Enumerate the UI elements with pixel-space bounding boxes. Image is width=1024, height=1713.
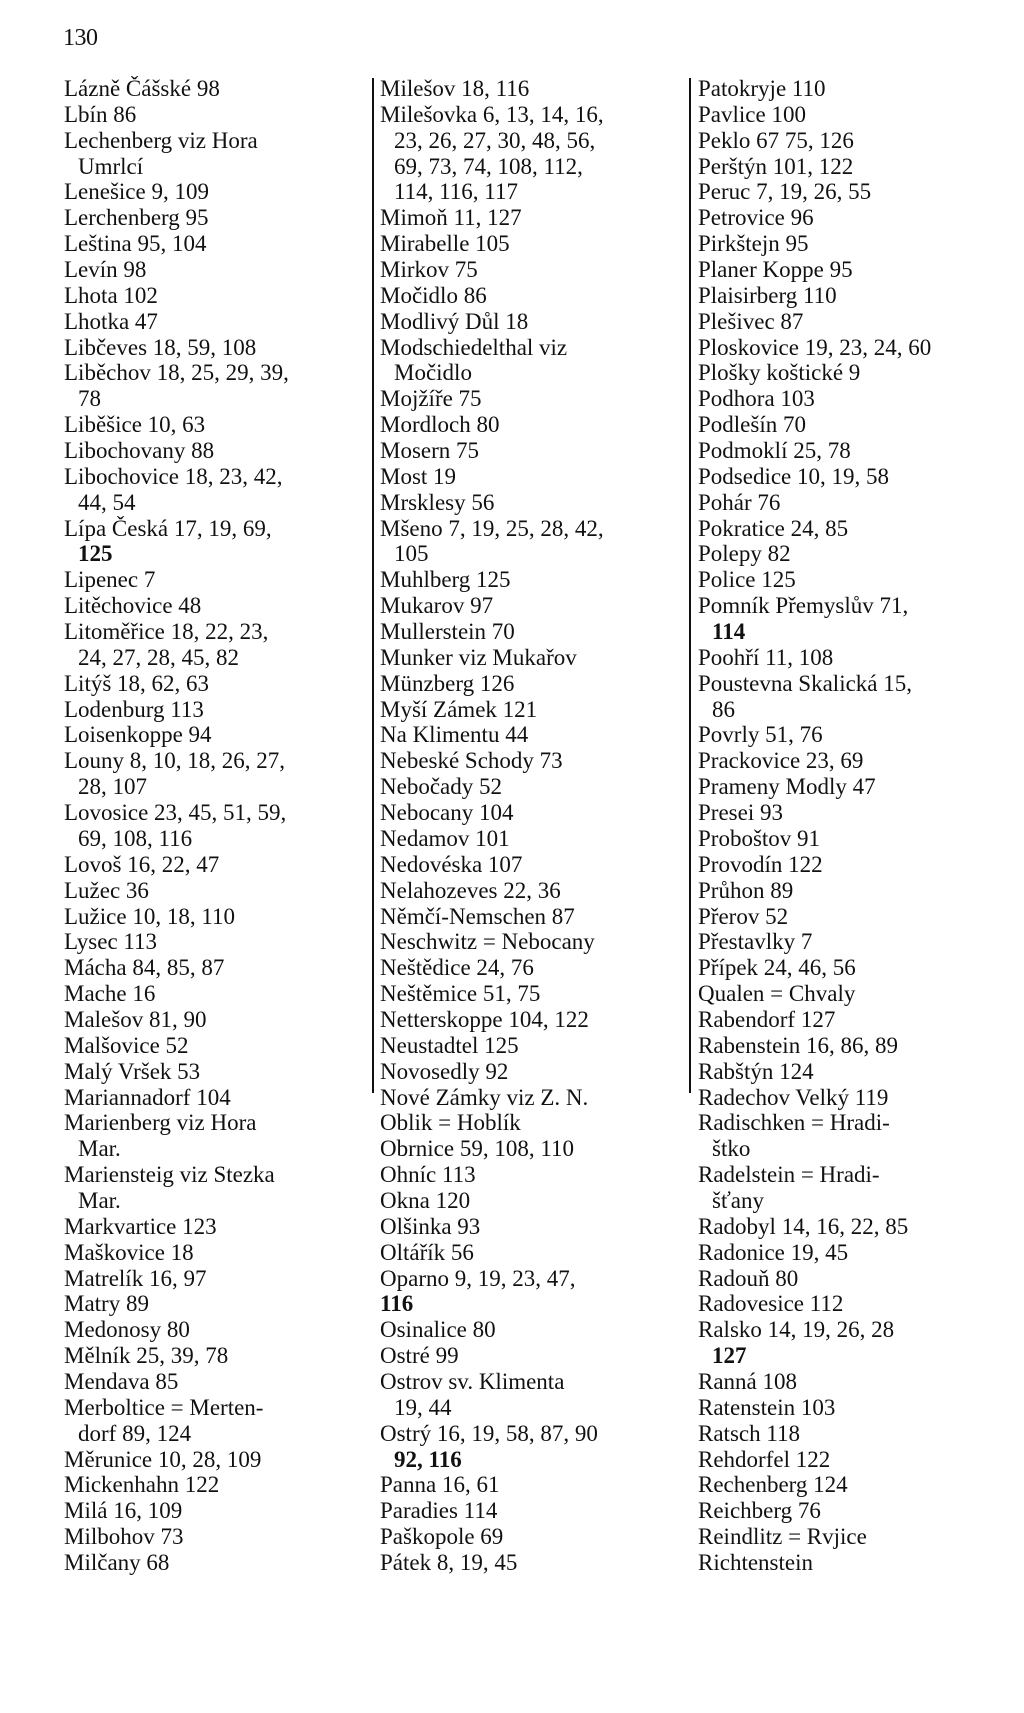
index-entry-line: Ranná 108 [698, 1368, 798, 1394]
index-entry-line: Ostrý 16, 19, 58, 87, 90 [380, 1420, 598, 1446]
index-entry-line: Lysec 113 [64, 929, 158, 955]
index-entry-line: Plaisirberg 110 [698, 282, 837, 308]
index-entry-line: šťany [712, 1187, 764, 1213]
index-entry-line: Lovoš 16, 22, 47 [64, 851, 220, 877]
index-entry-line: Radobyl 14, 16, 22, 85 [698, 1213, 909, 1239]
index-entry-line: Pátek 8, 19, 45 [380, 1549, 518, 1575]
index-entry-line: Ratsch 118 [698, 1420, 800, 1446]
page-number: 130 [63, 25, 98, 51]
index-entry-line: Neustadtel 125 [380, 1032, 519, 1058]
index-entry-line: Osinalice 80 [380, 1317, 496, 1343]
index-entry-line: Ratenstein 103 [698, 1394, 836, 1420]
index-entry-line: Matry 89 [64, 1291, 149, 1317]
index-column-1 [64, 76, 364, 1576]
index-entry-line: Radischken = Hradi- [698, 1110, 890, 1136]
index-entry-line: Marienberg viz Hora [64, 1110, 257, 1136]
index-entry-line: Police 125 [698, 567, 796, 593]
index-entry-line: Podhora 103 [698, 386, 815, 412]
index-entry-line: Libochovany 88 [64, 438, 215, 464]
index-entry-line: Lerchenberg 95 [64, 205, 209, 231]
index-entry-line: Nelahozeves 22, 36 [380, 877, 561, 903]
index-entry-line: Plešivec 87 [698, 308, 804, 334]
index-entry-line: Olšinka 93 [380, 1213, 481, 1239]
index-entry-line: Rabštýn 124 [698, 1058, 814, 1084]
index-entry-line: Perštýn 101, 122 [698, 153, 854, 179]
index-entry-line: Liběšice 10, 63 [64, 412, 206, 438]
index-entry-line: Malšovice 52 [64, 1032, 189, 1058]
index-entry-line: Richtenstein [698, 1549, 813, 1575]
index-entry-line: Radonice 19, 45 [698, 1239, 849, 1265]
column-divider-1 [372, 78, 374, 1093]
index-entry-line: 78 [78, 386, 101, 412]
index-entry-line: 86 [712, 696, 735, 722]
index-entry-line: Neštědice 24, 76 [380, 955, 534, 981]
index-entry-line: Plošky koštické 9 [698, 360, 861, 386]
index-entry-line: Merboltice = Merten- [64, 1394, 264, 1420]
index-entry-line: Reindlitz = Rvjice [698, 1524, 867, 1550]
index-entry-line: Pavlice 100 [698, 101, 806, 127]
index-entry-line: Pokratice 24, 85 [698, 515, 849, 541]
index-entry-line: Lipenec 7 [64, 567, 156, 593]
index-entry-line: Qualen = Chvaly [698, 981, 856, 1007]
index-entry-line: Přerov 52 [698, 903, 789, 929]
index-entry-line: Libochovice 18, 23, 42, [64, 463, 283, 489]
index-entry-line: Mirabelle 105 [380, 231, 510, 257]
index-entry-line: 114 [712, 619, 746, 645]
index-entry-line: Měrunice 10, 28, 109 [64, 1446, 262, 1472]
index-entry-line: Lhotka 47 [64, 308, 158, 334]
index-entry-line: Mojžíře 75 [380, 386, 482, 412]
index-entry-line: Muhlberg 125 [380, 567, 511, 593]
index-entry-line: Oltářík 56 [380, 1239, 474, 1265]
index-entry-line: Mělník 25, 39, 78 [64, 1343, 229, 1369]
index-entry-line: Rechenberg 124 [698, 1472, 848, 1498]
index-entry-line: Mendava 85 [64, 1368, 179, 1394]
index-entry-line: 19, 44 [394, 1394, 452, 1420]
index-entry-line: Presei 93 [698, 800, 783, 826]
index-entry-line: Ostrov sv. Klimenta [380, 1368, 565, 1394]
index-entry-line: 24, 27, 28, 45, 82 [78, 644, 239, 670]
index-entry-line: Nedamov 101 [380, 825, 510, 851]
index-entry-line: Milešovka 6, 13, 14, 16, [380, 101, 604, 127]
index-entry-line: Mache 16 [64, 981, 156, 1007]
index-entry-line: Novosedly 92 [380, 1058, 509, 1084]
index-entry-line: Mariensteig viz Stezka [64, 1162, 275, 1188]
index-entry-line: Planer Koppe 95 [698, 257, 853, 283]
index-entry-line: Myší Zámek 121 [380, 696, 538, 722]
index-entry-line: Přestavlky 7 [698, 929, 813, 955]
index-entry-line: Loisenkoppe 94 [64, 722, 212, 748]
index-entry-line: Mukarov 97 [380, 593, 494, 619]
index-entry-line: Panna 16, 61 [380, 1472, 500, 1498]
index-entry-line: Lužec 36 [64, 877, 149, 903]
index-entry-line: Průhon 89 [698, 877, 794, 903]
index-entry-line: Milešov 18, 116 [380, 76, 530, 101]
index-column-3 [698, 76, 1003, 1576]
index-entry-line: Modlivý Důl 18 [380, 308, 529, 334]
index-entry-line: Petrovice 96 [698, 205, 814, 231]
index-entry-line: Milá 16, 109 [64, 1498, 183, 1524]
index-entry-line: Paradies 114 [380, 1498, 498, 1524]
index-entry-line: Lenešice 9, 109 [64, 179, 209, 205]
index-entry-line: Okna 120 [380, 1187, 471, 1213]
index-entry-line: Mar. [78, 1136, 121, 1162]
index-entry-line: Liběchov 18, 25, 29, 39, [64, 360, 289, 386]
index-entry-line: Neschwitz = Nebocany [380, 929, 595, 955]
index-entry-line: Umrlcí [78, 153, 144, 179]
index-entry-line: Libčeves 18, 59, 108 [64, 334, 257, 360]
index-entry-line: Markvartice 123 [64, 1213, 217, 1239]
index-entry-line: 125 [78, 541, 113, 567]
index-entry-line: Nové Zámky viz Z. N. [380, 1084, 589, 1110]
index-entry-line: Mšeno 7, 19, 25, 28, 42, [380, 515, 604, 541]
index-entry-line: 127 [712, 1343, 747, 1369]
index-entry-line: Močidlo 86 [380, 282, 487, 308]
index-entry-line: 69, 108, 116 [78, 825, 193, 851]
index-entry-line: Ohníc 113 [380, 1162, 476, 1188]
index-entry-line: Leština 95, 104 [64, 231, 207, 257]
index-entry-line: Obrnice 59, 108, 110 [380, 1136, 574, 1162]
index-entry-line: Munker viz Mukařov [380, 644, 577, 670]
index-entry-line: Oparno 9, 19, 23, 47, [380, 1265, 576, 1291]
index-entry-line: Mar. [78, 1187, 121, 1213]
index-entry-line: Mordloch 80 [380, 412, 500, 438]
index-entry-line: Radovesice 112 [698, 1291, 844, 1317]
index-entry-line: Reichberg 76 [698, 1498, 821, 1524]
index-entry-line: Rehdorfel 122 [698, 1446, 831, 1472]
index-entry-line: Radechov Velký 119 [698, 1084, 889, 1110]
index-entry-line: Radouň 80 [698, 1265, 799, 1291]
index-entry-line: Münzberg 126 [380, 670, 515, 696]
index-entry-line: 114, 116, 117 [394, 179, 518, 205]
index-entry-line: Nebeské Schody 73 [380, 748, 563, 774]
index-entry-line: Provodín 122 [698, 851, 823, 877]
index-entry-line: Lodenburg 113 [64, 696, 204, 722]
index-entry-line: Mosern 75 [380, 438, 480, 464]
index-entry-line: Patokryje 110 [698, 76, 826, 101]
index-entry-line: Močidlo [394, 360, 472, 386]
index-entry-line: Lhota 102 [64, 282, 158, 308]
index-entry-line: Paškopole 69 [380, 1524, 504, 1550]
index-entry-line: Podsedice 10, 19, 58 [698, 463, 890, 489]
index-entry-line: Rabenstein 16, 86, 89 [698, 1032, 898, 1058]
index-entry-line: štko [712, 1136, 751, 1162]
index-entry-line: Mácha 84, 85, 87 [64, 955, 225, 981]
index-entry-line: Litěchovice 48 [64, 593, 202, 619]
index-entry-line: Mullerstein 70 [380, 619, 515, 645]
index-entry-line: Lázně Čášské 98 [64, 76, 220, 101]
index-entry-line: Most 19 [380, 463, 457, 489]
index-entry-line: Mrsklesy 56 [380, 489, 495, 515]
index-entry-line: Ostré 99 [380, 1343, 459, 1369]
index-entry-line: Lechenberg viz Hora [64, 127, 258, 153]
index-entry-line: Modschiedelthal viz [380, 334, 568, 360]
index-entry-line: Lovosice 23, 45, 51, 59, [64, 800, 287, 826]
index-entry-line: Mimoň 11, 127 [380, 205, 522, 231]
index-entry-line: Prackovice 23, 69 [698, 748, 864, 774]
index-entry-line: Mirkov 75 [380, 257, 478, 283]
index-entry-line: Podmoklí 25, 78 [698, 438, 851, 464]
index-entry-line: Lípa Česká 17, 19, 69, [64, 515, 272, 541]
column-divider-2 [689, 78, 691, 1093]
index-entry-line: Němčí-Nemschen 87 [380, 903, 575, 929]
index-entry-line: Pohár 76 [698, 489, 781, 515]
index-entry-line: Na Klimentu 44 [380, 722, 529, 748]
index-entry-line: 92, 116 [394, 1446, 462, 1472]
index-entry-line: 28, 107 [78, 774, 147, 800]
index-entry-line: Rabendorf 127 [698, 1006, 836, 1032]
index-entry-line: Proboštov 91 [698, 825, 821, 851]
index-entry-line: Nebočady 52 [380, 774, 502, 800]
index-entry-line: Pirkštejn 95 [698, 231, 809, 257]
index-entry-line: Lužice 10, 18, 110 [64, 903, 235, 929]
index-entry-line: Oblik = Hoblík [380, 1110, 521, 1136]
index-entry-line: Matrelík 16, 97 [64, 1265, 207, 1291]
index-entry-line: Podlešín 70 [698, 412, 806, 438]
index-entry-line: Maškovice 18 [64, 1239, 194, 1265]
index-entry-line: Malý Vršek 53 [64, 1058, 201, 1084]
index-entry-line: Pomník Přemyslův 71, [698, 593, 909, 619]
index-entry-line: Litoměřice 18, 22, 23, [64, 619, 269, 645]
index-entry-line: 69, 73, 74, 108, 112, [394, 153, 583, 179]
index-entry-line: Nedovéska 107 [380, 851, 523, 877]
index-column-2 [380, 76, 685, 1576]
index-entry-line: Peklo 67 75, 126 [698, 127, 854, 153]
index-entry-line: Přípek 24, 46, 56 [698, 955, 856, 981]
index-entry-line: Netterskoppe 104, 122 [380, 1006, 589, 1032]
index-entry-line: 116 [380, 1291, 414, 1317]
index-entry-line: Milčany 68 [64, 1549, 170, 1575]
index-entry-line: 44, 54 [78, 489, 136, 515]
index-entry-line: Nebocany 104 [380, 800, 514, 826]
index-entry-line: Lbín 86 [64, 101, 137, 127]
index-entry-line: Polepy 82 [698, 541, 791, 567]
index-entry-line: Neštěmice 51, 75 [380, 981, 541, 1007]
index-entry-line: Poohří 11, 108 [698, 644, 834, 670]
index-entry-line: Povrly 51, 76 [698, 722, 823, 748]
index-entry-line: Litýš 18, 62, 63 [64, 670, 210, 696]
index-entry-line: Radelstein = Hradi- [698, 1162, 880, 1188]
index-entry-line: Mariannadorf 104 [64, 1084, 231, 1110]
index-entry-line: dorf 89, 124 [78, 1420, 192, 1446]
index-entry-line: Prameny Modly 47 [698, 774, 876, 800]
index-entry-line: Louny 8, 10, 18, 26, 27, [64, 748, 286, 774]
index-entry-line: Ralsko 14, 19, 26, 28 [698, 1317, 895, 1343]
index-entry-line: Ploskovice 19, 23, 24, 60 [698, 334, 932, 360]
index-entry-line: 105 [394, 541, 429, 567]
index-entry-line: Mickenhahn 122 [64, 1472, 220, 1498]
index-entry-line: Milbohov 73 [64, 1524, 184, 1550]
index-entry-line: Levín 98 [64, 257, 147, 283]
index-entry-line: Peruc 7, 19, 26, 55 [698, 179, 872, 205]
index-entry-line: Medonosy 80 [64, 1317, 190, 1343]
index-entry-line: 23, 26, 27, 30, 48, 56, [394, 127, 596, 153]
index-entry-line: Poustevna Skalická 15, [698, 670, 912, 696]
index-entry-line: Malešov 81, 90 [64, 1006, 207, 1032]
